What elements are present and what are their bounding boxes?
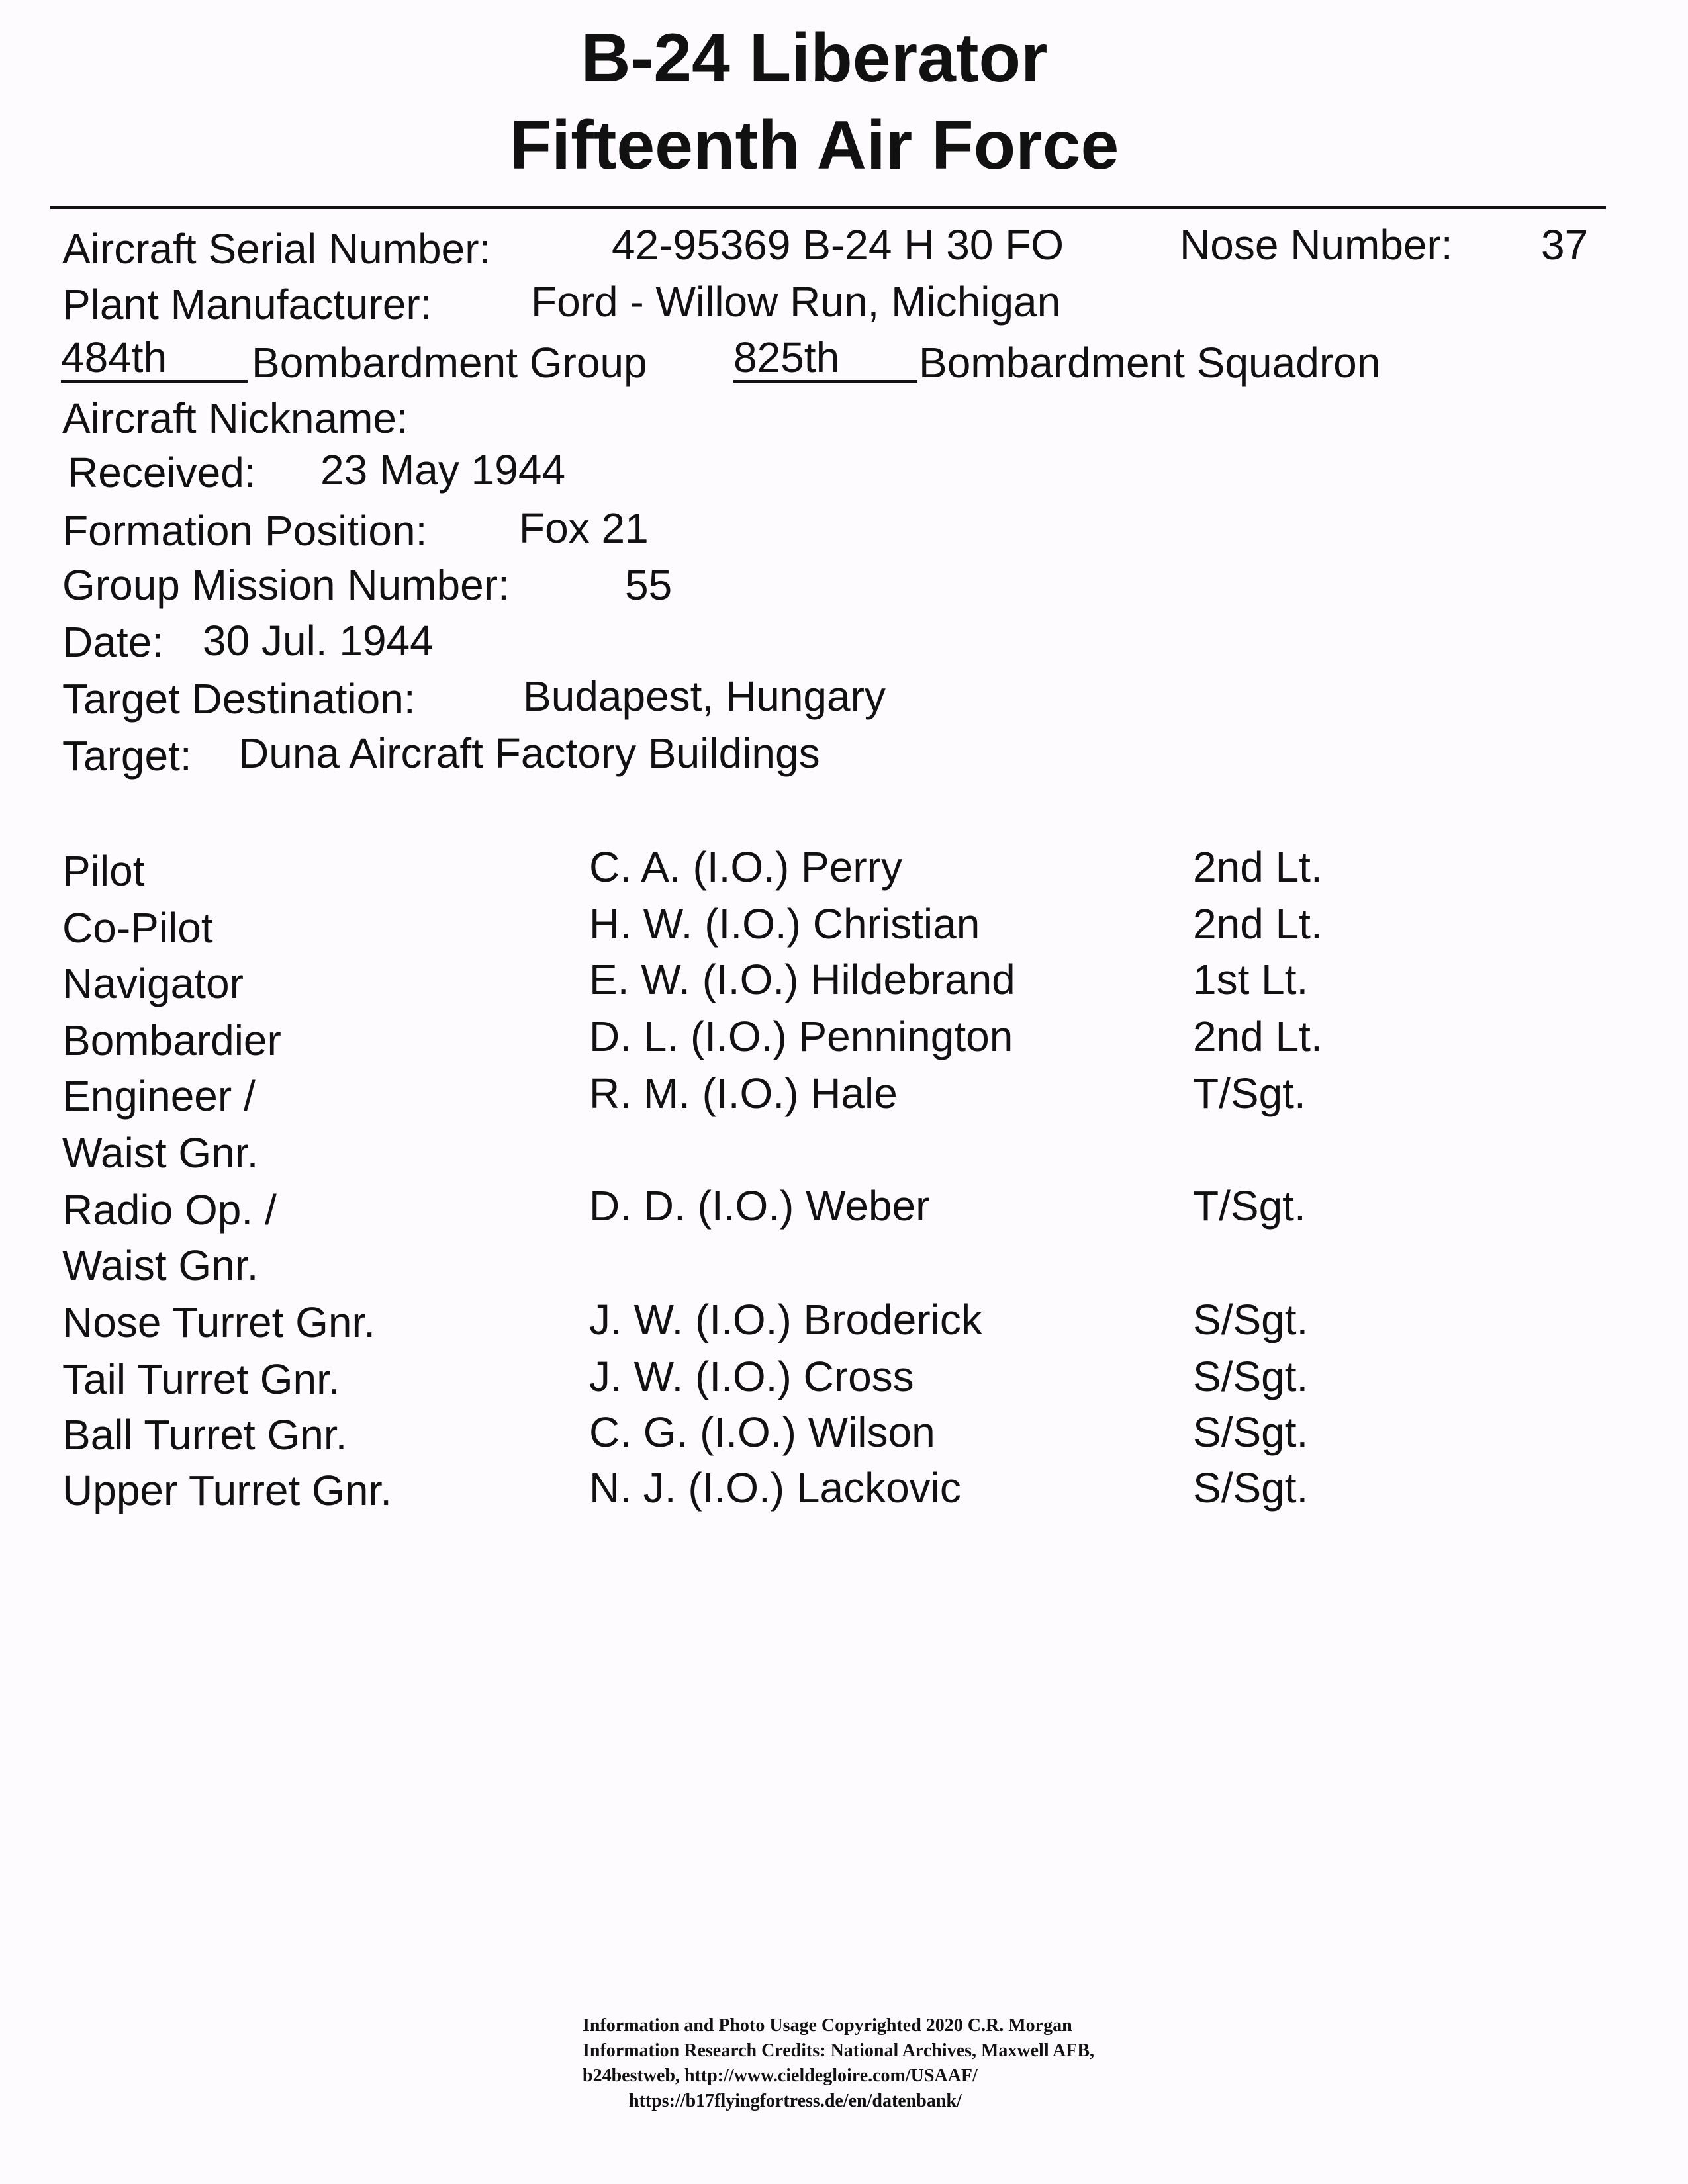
crew-position: Navigator [62, 960, 244, 1007]
group-label: Bombardment Group [252, 339, 647, 387]
crew-rank: 1st Lt. [1193, 956, 1309, 1003]
date-label: Date: [62, 618, 164, 666]
crew-name: D. L. (I.O.) Pennington [589, 1013, 1013, 1060]
squadron-label: Bombardment Squadron [919, 339, 1381, 387]
crew-position-line2: Waist Gnr. [62, 1129, 259, 1177]
crew-name: J. W. (I.O.) Cross [589, 1353, 914, 1400]
crew-name: H. W. (I.O.) Christian [589, 900, 980, 948]
crew-position: Co-Pilot [62, 904, 213, 952]
nose-number-value: 37 [1541, 221, 1589, 269]
crew-name: J. W. (I.O.) Broderick [589, 1296, 982, 1343]
credit-line: Information and Photo Usage Copyrighted 2020 C.R. Morgan [583, 2015, 1072, 2036]
serial-number-value: 42-95369 B-24 H 30 FO [612, 221, 1064, 269]
crew-name: C. G. (I.O.) Wilson [589, 1408, 935, 1456]
title-divider [50, 206, 1606, 209]
formation-position-label: Formation Position: [62, 507, 428, 555]
crew-position: Radio Op. / [62, 1186, 277, 1234]
page-title: B-24 Liberator [581, 20, 1048, 97]
received-label: Received: [68, 449, 256, 496]
target-destination-value: Budapest, Hungary [523, 672, 886, 720]
crew-rank: S/Sgt. [1193, 1464, 1309, 1512]
crew-name: C. A. (I.O.) Perry [589, 843, 902, 891]
crew-position: Tail Turret Gnr. [62, 1355, 340, 1403]
target-value: Duna Aircraft Factory Buildings [238, 729, 820, 777]
footer-credits [583, 2013, 1094, 2114]
credit-line: Information Research Credits: National Archives, Maxwell AFB, [583, 2040, 1095, 2061]
crew-rank: S/Sgt. [1193, 1353, 1309, 1400]
crew-rank: 2nd Lt. [1193, 1013, 1323, 1060]
crew-position: Ball Turret Gnr. [62, 1411, 348, 1459]
squadron-value: 825th [733, 336, 917, 383]
crew-position: Pilot [62, 847, 145, 895]
crew-rank: T/Sgt. [1193, 1069, 1306, 1117]
crew-rank: T/Sgt. [1193, 1182, 1306, 1230]
received-value: 23 May 1944 [320, 446, 566, 494]
crew-rank: S/Sgt. [1193, 1296, 1309, 1343]
crew-name: N. J. (I.O.) Lackovic [589, 1464, 961, 1512]
crew-rank: S/Sgt. [1193, 1408, 1309, 1456]
crew-rank: 2nd Lt. [1193, 900, 1323, 948]
target-destination-label: Target Destination: [62, 675, 416, 723]
crew-position: Bombardier [62, 1017, 281, 1064]
credit-line: https://b17flyingfortress.de/en/datenbank/ [629, 2091, 962, 2111]
group-value: 484th [61, 336, 248, 383]
crew-name: E. W. (I.O.) Hildebrand [589, 956, 1015, 1003]
formation-position-value: Fox 21 [519, 504, 649, 552]
serial-number-label: Aircraft Serial Number: [62, 225, 491, 273]
plant-manufacturer-value: Ford - Willow Run, Michigan [531, 278, 1061, 326]
target-label: Target: [62, 732, 192, 780]
page-subtitle: Fifteenth Air Force [509, 107, 1119, 184]
crew-name: D. D. (I.O.) Weber [589, 1182, 930, 1230]
group-mission-value: 55 [625, 561, 673, 609]
group-mission-label: Group Mission Number: [62, 561, 510, 609]
crew-position: Engineer / [62, 1072, 256, 1120]
crew-position: Nose Turret Gnr. [62, 1298, 376, 1346]
nose-number-label: Nose Number: [1180, 221, 1453, 269]
credit-line: b24bestweb, http://www.cieldegloire.com/USAAF/ [583, 2066, 978, 2086]
crew-name: R. M. (I.O.) Hale [589, 1069, 898, 1117]
crew-position-line2: Waist Gnr. [62, 1242, 259, 1289]
date-value: 30 Jul. 1944 [203, 617, 434, 664]
crew-position: Upper Turret Gnr. [62, 1467, 392, 1514]
crew-rank: 2nd Lt. [1193, 843, 1323, 891]
plant-manufacturer-label: Plant Manufacturer: [62, 281, 432, 328]
nickname-label: Aircraft Nickname: [62, 394, 408, 442]
